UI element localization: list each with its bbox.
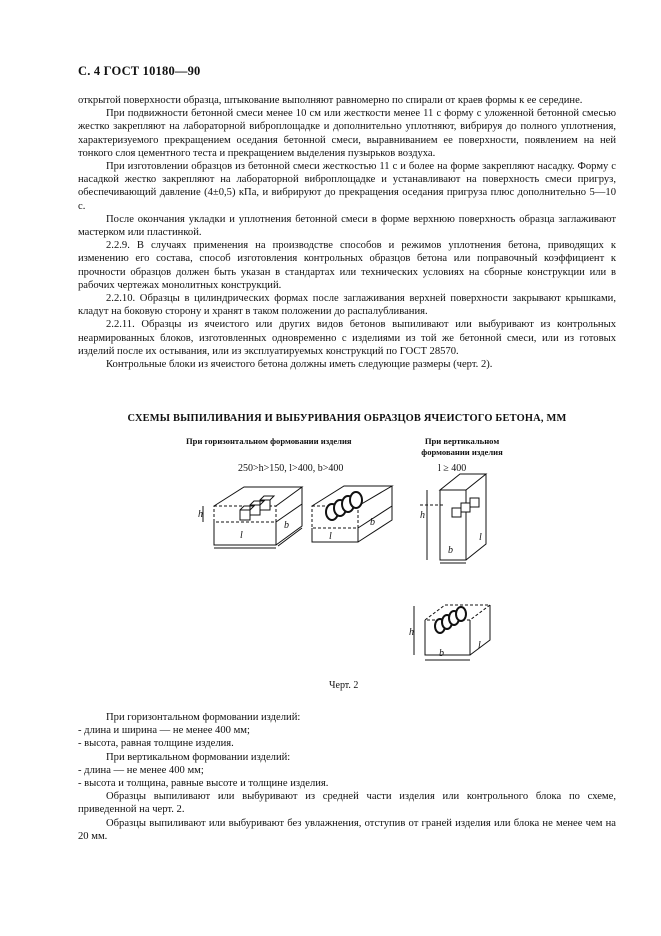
vertical-heading: При вертикальном формовании изделия xyxy=(421,436,503,457)
paragraph: Образцы выпиливают или выбуривают из средней части изделия или контрольного блока по схеме, приведенной на черт. 2. xyxy=(78,791,616,816)
paragraph: Контрольные блоки из ячеистого бетона должны иметь следующие размеры (черт. 2). xyxy=(106,359,493,371)
horizontal-condition: 250>h>150, l>400, b>400 xyxy=(238,463,344,474)
paragraph: открытой поверхности образца, штыкование выполняют равномерно по спирали от краев формы к ее середине. xyxy=(78,95,583,106)
dim-h-c: h xyxy=(420,510,425,521)
list-item: - длина — не менее 400 мм; xyxy=(78,764,204,776)
vertical-condition: l ≥ 400 xyxy=(438,463,467,474)
horizontal-heading: При горизонтальном формовании изделия xyxy=(186,436,352,446)
lower-text xyxy=(78,711,616,843)
paragraph-2-2-9: 2.2.9. В случаях применения на производстве способов и режимов уплотнения бетона, приводящих к изменению его состава, способ изготовления контрольных образцов бетона или поправочный коэффициент к прочности образцов должен быть указан в стандартах или технических условиях на сборные конструкции или в рабочих чертежах монолитных конструкций. xyxy=(78,240,616,291)
list-item: - длина и ширина — не менее 400 мм; xyxy=(78,725,250,737)
dim-l-c: l xyxy=(479,532,482,543)
paragraph: При подвижности бетонной смеси менее 10 см или жесткости менее 11 с форму с уложенной бетонной смесью жестко закрепляют на лабораторной виброплощадке и дополнительно уплотняют, вибрируя до полного уплотнения, характеризуемого прекращением оседания бетонной смеси, выравниванием ее поверхности, появлением на ней тонкого слоя цементного теста и прекращением выделения пузырьков воздуха. xyxy=(78,108,616,159)
dim-b-c: b xyxy=(448,545,453,556)
block-vertical-cubes xyxy=(420,474,486,563)
list-item: - высота, равная толщине изделия. xyxy=(78,738,234,750)
block-horizontal-cylinders xyxy=(312,486,392,542)
paragraph: Образцы выпиливают или выбуривают без увлажнения, отступив от граней изделия или блока не менее чем на 20 мм. xyxy=(78,817,616,842)
dim-b-a: b xyxy=(284,520,289,531)
figure-caption: Черт. 2 xyxy=(329,680,359,691)
dim-l-d: l xyxy=(478,640,481,651)
dim-h-d: h xyxy=(409,627,414,638)
block-vertical-cylinders xyxy=(414,605,490,660)
paragraph-2-2-10: 2.2.10. Образцы в цилиндрических формах после заглаживания верхней поверхности закрывают крышками, кладут на боковую сторону и хранят в таком положении до распалубливания. xyxy=(78,293,616,318)
dim-b-b: b xyxy=(370,517,375,528)
dim-h-a: h xyxy=(198,509,203,520)
dim-l-a: l xyxy=(240,530,243,541)
page-header: С. 4 ГОСТ 10180—90 xyxy=(78,64,201,78)
figure-title: СХЕМЫ ВЫПИЛИВАНИЯ И ВЫБУРИВАНИЯ ОБРАЗЦОВ ЯЧЕИСТОГО БЕТОНА, ММ xyxy=(127,413,567,424)
paragraph: При горизонтальном формовании изделий: xyxy=(106,712,301,723)
paragraph: При изготовлении образцов из бетонной смеси жесткостью 11 с и более на форме закрепляют насадку. Форму с насадкой жестко закрепляют на лабораторной виброплощадке и устанавливают на поверхность смеси пригруз, обеспечивающий давление (4±0,5) кПа, и вибрируют до прекращения оседания пригруза плюс дополнительно 5—10 с. xyxy=(78,161,616,212)
paragraph: После окончания укладки и уплотнения бетонной смеси в форме верхнюю поверхность образца заглаживают мастерком или пластинкой. xyxy=(78,213,616,239)
block-horizontal-cubes xyxy=(203,487,302,548)
paragraph-2-2-11: 2.2.11. Образцы из ячеистого или других видов бетонов выпиливают или выбуривают из контрольных неармированных блоков, изготовленных одновременно с изделиями из той же бетонной смеси, или из готовых изделий после их остывания, или из эксплуатируемых конструкций по ГОСТ 28570. xyxy=(78,319,616,357)
list-item: - высота и толщина, равные высоте и толщине изделия. xyxy=(78,778,329,790)
dim-l-b: l xyxy=(329,531,332,542)
paragraph: При вертикальном формовании изделий: xyxy=(106,751,291,763)
dim-b-d: b xyxy=(439,648,444,659)
